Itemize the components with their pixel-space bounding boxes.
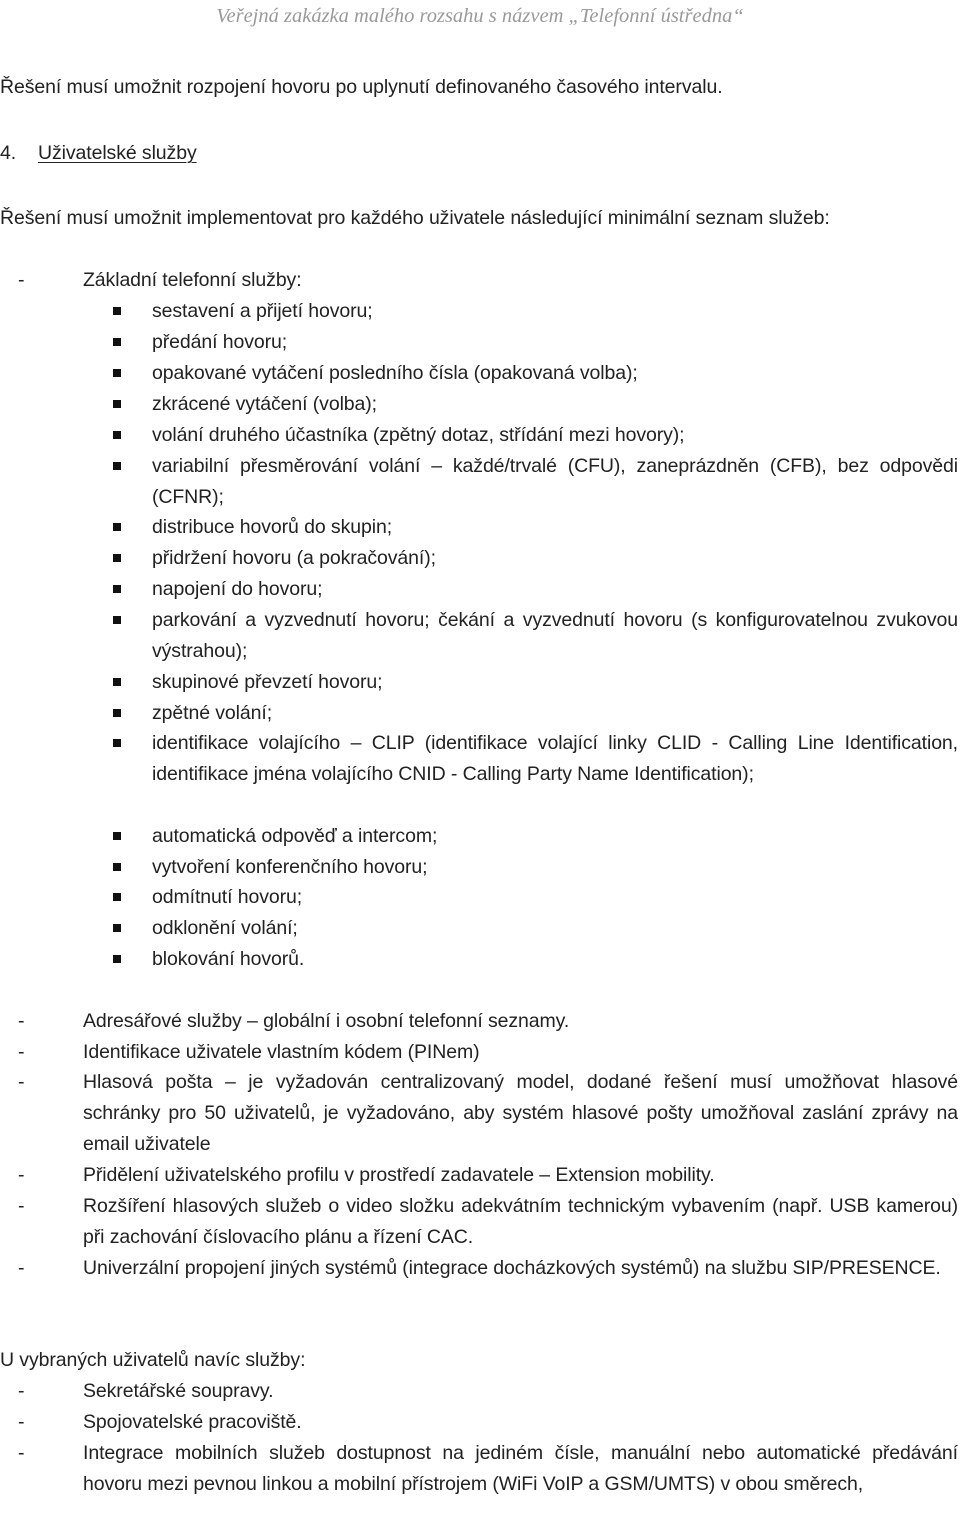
list-item-text: zkrácené vytáčení (volba); [152, 393, 378, 415]
list-item [0, 1006, 958, 1037]
intro-paragraph: Řešení musí umožnit rozpojení hovoru po uplynutí definovaného časového intervalu. [0, 76, 723, 98]
section-number: 4. [0, 142, 17, 164]
list-item [114, 913, 958, 944]
dash-bullet: - [18, 1411, 25, 1433]
list-item [0, 1191, 958, 1253]
list-item [0, 1253, 958, 1284]
section-title: Uživatelské služby [38, 142, 197, 164]
list-item [114, 358, 958, 389]
list-item-text: vytvoření konferenčního hovoru; [152, 856, 428, 878]
list-item [114, 389, 958, 420]
list-item-text: odmítnutí hovoru; [152, 886, 303, 908]
dash-bullet: - [18, 1010, 25, 1032]
list-item [0, 1067, 958, 1160]
list-item-text: volání druhého účastníka (zpětný dotaz, střídání mezi hovory); [152, 424, 685, 446]
list-item [114, 944, 958, 975]
list-item-text: Identifikace uživatele vlastním kódem (PINem) [83, 1041, 480, 1063]
list-item-text: Spojovatelské pracoviště. [83, 1411, 302, 1433]
list-item-text: Univerzální propojení jiných systémů (integrace docházkových systémů) na službu SIP/PRESENCE. [83, 1257, 941, 1279]
list-item-text: Rozšíření hlasových služeb o video složku adekvátním technickým vybavením (např. USB kamerou) při zachování číslovacího plánu a řízení CAC. [83, 1195, 958, 1248]
list-item-text: Integrace mobilních služeb dostupnost na jediném čísle, manuální nebo automatické předávání hovoru mezi pevnou linkou a mobilní přístrojem (WiFi VoIP a GSM/UMTS) v obou směrech, [83, 1442, 958, 1495]
list-item-text: napojení do hovoru; [152, 578, 323, 600]
square-bullet-icon [113, 616, 121, 624]
list-item [0, 1037, 958, 1068]
square-bullet-icon [113, 893, 121, 901]
dash-bullet: - [18, 1041, 25, 1063]
square-bullet-icon [113, 307, 121, 315]
square-bullet-icon [113, 431, 121, 439]
selected-users-label: U vybraných uživatelů navíc služby: [0, 1349, 306, 1371]
services-intro: Řešení musí umožnit implementovat pro každého uživatele následující minimální seznam služeb: [0, 207, 830, 229]
dash-bullet: - [18, 1164, 25, 1186]
list-item-text: skupinové převzetí hovoru; [152, 671, 383, 693]
list-item-text: Hlasová pošta – je vyžadován centralizovaný model, dodané řešení musí umožňovat hlasové schránky pro 50 uživatelů, je vyžadováno, aby systém hlasové pošty umožňoval zaslání zprávy na email uživatele [83, 1071, 958, 1155]
list-item [114, 852, 958, 883]
list-item-text: opakované vytáčení posledního čísla (opakovaná volba); [152, 362, 638, 384]
list-item [114, 420, 958, 451]
dash-bullet: - [18, 1380, 25, 1402]
list-item [114, 605, 958, 667]
list-item [0, 265, 958, 296]
square-bullet-icon [113, 369, 121, 377]
square-bullet-icon [113, 709, 121, 717]
list-item-text: identifikace volajícího – CLIP (identifikace volající linky CLID - Calling Line Identification, identifikace jména volajícího CNID - Calling Party Name Identification); [152, 732, 958, 785]
list-item-text: parkování a vyzvednutí hovoru; čekání a vyzvednutí hovoru (s konfigurovatelnou zvukovou výstrahou); [152, 609, 958, 662]
list-item-text: automatická odpověď a intercom; [152, 825, 438, 847]
list-item-text: Sekretářské soupravy. [83, 1380, 274, 1402]
list-item [0, 1376, 958, 1407]
dash-bullet: - [18, 269, 25, 291]
square-bullet-icon [113, 863, 121, 871]
list-item [114, 543, 958, 574]
list-item-text: Adresářové služby – globální i osobní telefonní seznamy. [83, 1010, 570, 1032]
list-item-text: Přidělení uživatelského profilu v prostředí zadavatele – Extension mobility. [83, 1164, 715, 1186]
square-bullet-icon [113, 955, 121, 963]
dash-bullet: - [18, 1442, 25, 1464]
page-header: Veřejná zakázka malého rozsahu s názvem „Telefonní ústředna“ [216, 5, 744, 27]
list-item [114, 882, 958, 913]
square-bullet-icon [113, 462, 121, 470]
list-item [0, 1407, 958, 1438]
list-item-text: variabilní přesměrování volání – každé/trvalé (CFU), zaneprázdněn (CFB), bez odpovědi (CFNR); [152, 455, 958, 508]
dash-bullet: - [18, 1257, 25, 1279]
square-bullet-icon [113, 678, 121, 686]
list-item [0, 1160, 958, 1191]
basic-services-label: Základní telefonní služby: [83, 269, 302, 291]
list-item-text: odklonění volání; [152, 917, 298, 939]
list-item [114, 667, 958, 698]
list-item-text: zpětné volání; [152, 702, 273, 724]
list-item [114, 451, 958, 513]
section-heading [0, 138, 197, 169]
list-item-text: sestavení a přijetí hovoru; [152, 300, 373, 322]
square-bullet-icon [113, 924, 121, 932]
dash-bullet: - [18, 1071, 25, 1093]
list-item [114, 728, 958, 790]
list-item [114, 296, 958, 327]
list-item [114, 698, 958, 729]
list-item-text: předání hovoru; [152, 331, 288, 353]
square-bullet-icon [113, 554, 121, 562]
square-bullet-icon [113, 832, 121, 840]
square-bullet-icon [113, 739, 121, 747]
list-item [114, 327, 958, 358]
list-item [0, 1438, 958, 1500]
list-item [114, 574, 958, 605]
list-item [114, 821, 958, 852]
square-bullet-icon [113, 523, 121, 531]
list-item-text: blokování hovorů. [152, 948, 305, 970]
list-item-text: přidržení hovoru (a pokračování); [152, 547, 436, 569]
list-item [114, 512, 958, 543]
dash-bullet: - [18, 1195, 25, 1217]
square-bullet-icon [113, 338, 121, 346]
list-item-text: distribuce hovorů do skupin; [152, 516, 393, 538]
square-bullet-icon [113, 585, 121, 593]
square-bullet-icon [113, 400, 121, 408]
